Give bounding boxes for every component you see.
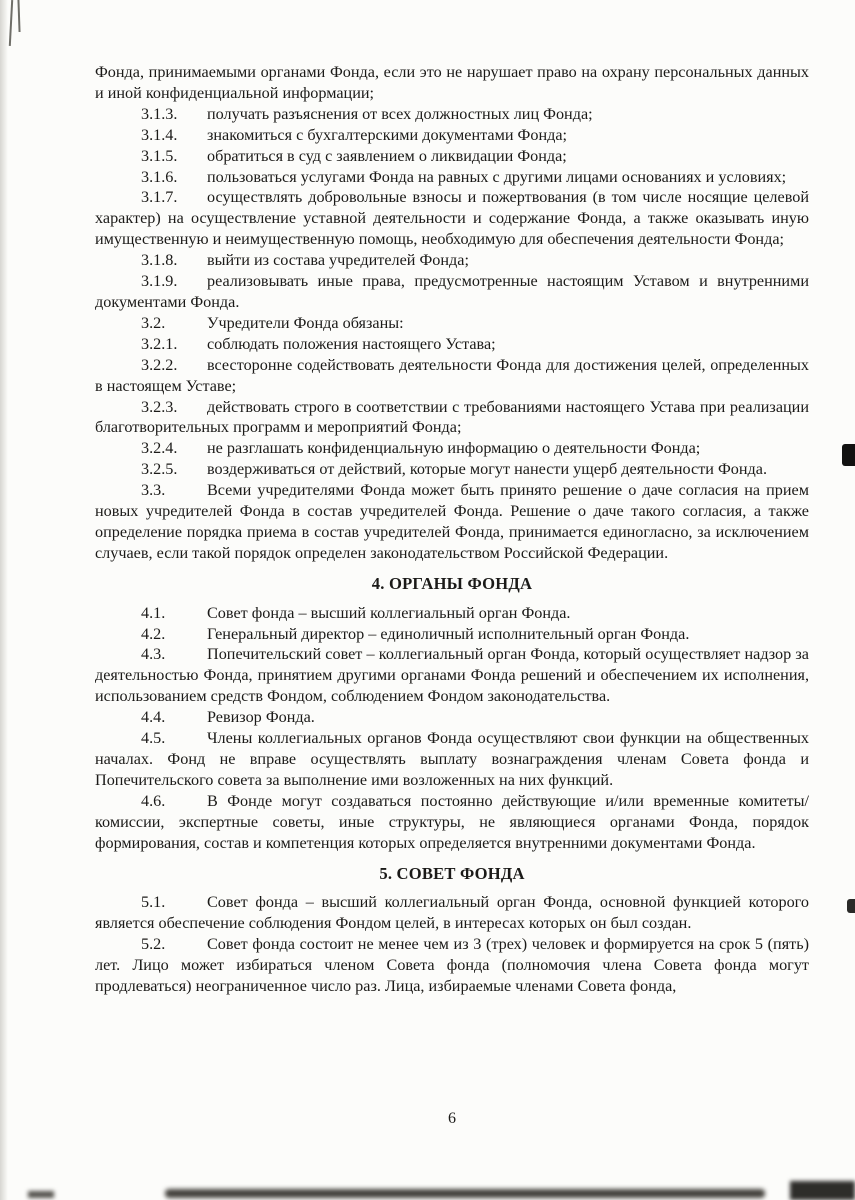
paragraph: 3.2.5. воздерживаться от действий, которые могут нанести ущерб деятельности Фонда. [141,460,768,479]
paragraph: 3.1.6. пользоваться услугами Фонда на равных с другими лицами основаниях и условиях; [141,167,787,186]
clause-number: 3.1.4. [141,125,178,144]
document-body [95,62,809,997]
paragraph: 4.1. Совет фонда – высший коллегиальный орган Фонда. [141,603,571,622]
clause-number: 3.1.5. [141,146,178,165]
paragraph: 3.1.8. выйти из состава учредителей Фонда; [141,251,469,270]
clause-number: 3.1.7. [141,188,178,207]
clause-number: 4.3. [141,645,166,664]
clause-number: 4.4. [141,708,166,727]
paragraph: 3.1.5. обратиться в суд с заявлением о ликвидации Фонда; [141,146,567,165]
clause-number: 3.2.4. [141,439,178,458]
scan-artifact-bottom-band [165,1189,765,1198]
clause-number: 3.1.6. [141,167,178,186]
paragraph: 3.1.3. получать разъяснения от всех должностных лиц Фонда; [141,104,593,123]
clause-number: 3.2.3. [141,397,178,416]
clause-number: 4.1. [141,603,166,622]
paragraph: 3.2.4. не разглашать конфиденциальную информацию о деятельности Фонда; [141,439,701,458]
section-heading: 5. СОВЕТ ФОНДА [379,863,525,883]
paragraph: 3.3. Всеми учредителями Фонда может быть принято решение о даче согласия на прием новых учредителей Фонда в состав учредителей Фонда. Решение о даче такого согласия, а также определение порядка приема в состав учредителей Фонда, принимается единогласно, за исключением случаев, если такой порядок определен законодательством Российской Федерации. [95,481,809,562]
paragraph: 3.1.4. знакомиться с бухгалтерскими документами Фонда; [141,125,568,144]
paragraph: 4.6. В Фонде могут создаваться постоянно действующие и/или временные комитеты/ комиссии, экспертные советы, иные структуры, не являющиеся органами Фонда, порядок формирования, состав и компетенция которых определяется внутренними документами Фонда. [95,791,809,852]
paragraph: 3.2.1. соблюдать положения настоящего Устава; [141,334,496,353]
paragraph: 3.2.2. всесторонне содействовать деятельности Фонда для достижения целей, определенных в настоящем Уставе; [95,355,809,395]
page-number: 6 [448,1110,456,1127]
clause-number: 3.2.2. [141,355,178,374]
paragraph: 3.2.3. действовать строго в соответствии с требованиями настоящего Устава при реализации благотворительных программ и мероприятий Фонда; [95,397,809,437]
paragraph: 3.2. Учредители Фонда обязаны: [141,313,404,332]
scan-artifact-corner-line-2 [17,0,20,32]
scan-edge-shadow [0,0,8,1200]
scan-artifact-corner-line-1 [9,0,13,46]
paragraph: 4.5. Члены коллегиальных органов Фонда осуществляют свои функции на общественных началах. Фонд не вправе осуществлять выплату вознаграждения членам Совета фонда и Попечительского совета за выполнение ими возложенных на них функций. [95,729,809,789]
clause-number: 4.5. [141,729,166,748]
clause-number: 3.1.3. [141,104,178,123]
paragraph: 3.1.9. реализовывать иные права, предусмотренные настоящим Уставом и внутренними документами Фонда. [95,272,809,311]
clause-number: 3.2. [141,313,166,332]
paragraph: 5.2. Совет фонда состоит не менее чем из 3 (трех) человек и формируется на срок 5 (пять) лет. Лицо может избираться членом Совета фонда (полномочия члена Совета фонда могут продлеваться) неограниченное число раз. Лица, избираемые членами Совета фонда, [95,935,809,996]
clause-number: 3.2.1. [141,334,178,353]
paragraph: 5.1. Совет фонда – высший коллегиальный орган Фонда, основной функцией которого является обеспечение соблюдения Фондом целей, в интересах которых он был создан. [95,893,809,933]
clause-number: 3.1.9. [141,272,178,291]
scan-artifact-right-mark-2 [847,899,855,913]
clause-number: 5.2. [141,935,166,954]
clause-number: 3.2.5. [141,460,178,479]
paragraph: 4.4. Ревизор Фонда. [141,708,315,727]
clause-number: 3.3. [141,481,166,500]
paragraph: 4.3. Попечительский совет – коллегиальный орган Фонда, который осуществляет надзор за деятельностью Фонда, принятием другими органами Фонда решений и обеспечением их исполнения, использованием средств Фондом, соблюдением Фондом законодательства. [95,645,809,706]
scan-artifact-bottom-right-blob [790,1181,855,1200]
clause-number: 4.2. [141,624,166,643]
clause-number: 4.6. [141,791,166,810]
paragraph: Фонда, принимаемыми органами Фонда, если это не нарушает право на охрану персональных данных и иной конфиденциальной информации; [95,63,809,102]
clause-number: 5.1. [141,893,166,912]
paragraph: 3.1.7. осуществлять добровольные взносы и пожертвования (в том числе носящие целевой характер) на осуществление уставной деятельности и содержание Фонда, а также оказывать иную имущественную и неимущественную помощь, необходимую для обеспечения деятельности Фонда; [95,188,809,249]
section-heading: 4. ОРГАНЫ ФОНДА [371,573,533,593]
scan-artifact-right-mark-1 [842,444,855,466]
scan-artifact-bottom-left-mark [28,1191,54,1198]
clause-number: 3.1.8. [141,251,178,270]
paragraph: 4.2. Генеральный директор – единоличный исполнительный орган Фонда. [141,624,690,643]
